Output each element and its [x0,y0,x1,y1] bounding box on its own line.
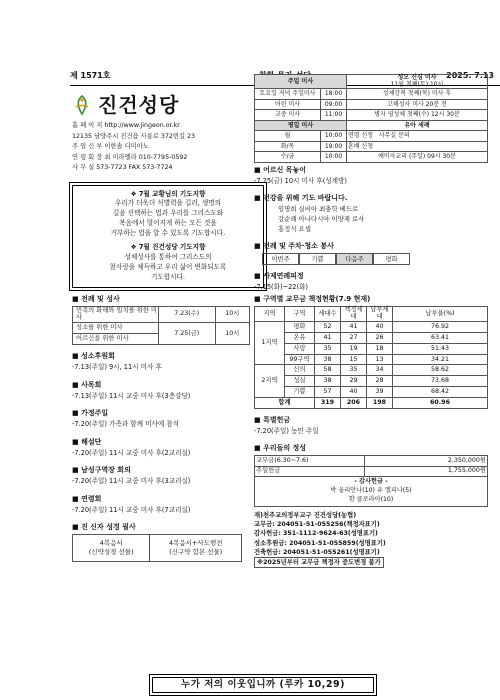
event-line: -7.20(주일) 11시 교중 미사 후(3교리실) [72,477,191,486]
table-cell: 혼배 신청 [347,141,488,152]
table-cell: 구역 [285,307,315,322]
table-row [255,354,488,365]
pope-intention-line: 우리가 더욱더 식별력을 길러, 생명의 [114,199,222,208]
parish-intention-line: 기도합시다. [151,272,185,281]
section-title: ■ 구역별 교무금 책정현황(7.9 현재) [254,295,488,306]
table-cell: 18 [367,343,393,354]
left-column [72,92,264,562]
priest-line: 주 임 신 부 이한솔 디미아노 [72,143,149,150]
table-cell: 15 [341,354,367,365]
table-row [255,152,488,163]
thanks-line: 함 클로라아(10) [348,496,394,504]
pope-intention-line: 길을 선택하는 법과 우리를 그리스도와 [112,209,224,218]
table-cell: 1지역 [255,322,285,365]
name-line: 임명희 실비아 최충학 베드로 [278,205,359,214]
event-line: -7.20(주일) 농민 주일 [254,426,319,435]
table-row [255,456,488,467]
pope-intention-title: ❖ 7월 교황님의 기도지향 [130,189,206,198]
mass-schedule-table [254,74,488,163]
table-cell: 평화 [285,322,315,333]
table-cell: 교무금(6.30~7.6) [255,456,365,467]
section-title: ■ 가정주일 [72,409,264,420]
office-line: 사 무 실 573-7723 FAX 573-7724 [72,164,173,171]
table-cell: 10:00 [321,152,347,163]
table-row [255,141,488,152]
table-cell: 납부율(%) [393,307,488,322]
table-cell: 11:00 [321,110,347,121]
table-cell: 7.23(수) [159,306,216,323]
table-cell: 어르신을 위한 미사 [73,334,159,345]
table-cell: 09:00 [321,99,347,110]
contact-line: 연 령 회 장 최 미라엘라 010-7795-0592 [72,153,188,161]
section-title: ■ 우리들의 정성 [254,444,488,455]
table-cell: 1,755,000원 [365,466,488,477]
table-cell: 19 [341,343,367,354]
table-row [255,343,488,354]
section-title: ■ 해설단 [72,438,264,449]
bank-accounts [254,511,488,568]
table-row [255,397,488,408]
cell-text: 연령 신청 [348,132,374,140]
table-cell: 99구역 [285,354,315,365]
table-cell: 319 [315,397,341,408]
table-cell: 76.92 [393,322,488,333]
homepage-line: 홈 페 이 지 http://www.jingeon.or.kr [72,122,180,129]
table-cell: 주일 미사 [255,75,347,89]
table-cell: 납부세대 [367,307,393,322]
table-cell: 10시 [215,323,250,345]
header-text: 성모 신심 미사 [397,74,437,81]
table-row [255,307,488,322]
table-cell: 19:00 [321,141,347,152]
table-cell: 주일헌금 [255,466,365,477]
table-row [73,535,242,562]
table-cell: 58 [315,365,341,376]
table-cell: 성체강복 첫째(목) 미사 후 [347,89,488,100]
table-cell: 평일 미사 [255,120,347,131]
table-cell: 40 [367,322,393,333]
table-cell: 26 [367,333,393,344]
table-cell: 어린 미사 [255,99,321,110]
table-cell: 지역 [255,307,285,322]
table-cell: 신의 [285,365,315,376]
address-line: 12135 남양주시 진건읍 사릉로 372번길 23 [72,132,196,140]
table-row [255,333,488,344]
table-row [255,110,488,121]
section-title: ■ 진 신자 성경 필사 [72,523,264,534]
table-cell: 27 [341,333,367,344]
table-row [255,466,488,477]
account-line: 재)천주교의정부교구 진건성당(농협) [254,512,357,520]
issue-number: 제 1571호 [70,71,111,80]
parish-intention-title: ❖ 7월 진건성당 기도지향 [130,242,206,251]
bible-gift: (신구약 합본 선물) [169,548,223,557]
table-cell: 교중 미사 [255,110,321,121]
table-row [255,89,488,100]
table-cell: 합계 [255,397,315,408]
table-cell [150,535,242,562]
section-title: ■ 연령회 [72,495,264,506]
section-title: ■ 사제연례피정 [254,272,488,283]
table-cell: 58.62 [393,365,488,376]
table-cell: 화/목 [255,141,321,152]
event-line: -7.15(화)~22(화) [254,282,309,291]
table-cell: 토요일 저녁 주일미사 [255,89,321,100]
table-cell: 고해성사 미사 20분 전 [347,99,488,110]
section-title: ■ 사목회 [72,381,264,392]
blessing-table [72,306,250,346]
table-row [73,323,250,334]
account-line: 교무금: 204051-51-055256(책정자표기) [254,521,380,529]
table-cell: 68.42 [393,387,488,398]
table-cell: 60.96 [393,397,488,408]
table-cell: 198 [367,397,393,408]
table-cell: 10:00 [321,131,347,142]
table-cell: 18:00 [321,89,347,100]
dues-stats-table [254,306,488,408]
section-title: ■ 특별헌금 [254,416,488,427]
thanks-line: 박 울리안나(10) 유 엘피나(5) [330,487,412,495]
prayer-intention-box [72,185,264,288]
table-cell: 39 [367,387,393,398]
table-row [255,376,488,387]
name-line: 홍정식 요셉 [278,225,311,234]
event-line: -7.20(주일) 11시 교중 미사 후(7교리실) [72,505,191,514]
table-cell: 38 [315,376,341,387]
table-cell: 40 [341,387,367,398]
thanks-title: - 감사헌금 - [354,478,388,486]
table-cell: 206 [341,397,367,408]
table-cell: 51.43 [393,343,488,354]
table-cell: 수/금 [255,152,321,163]
issue-date: 2025. 7.13 [446,71,494,80]
table-cell: 63.41 [393,333,488,344]
table-cell: 사랑 [285,343,315,354]
table-cell [347,131,488,142]
account-line: 감사헌금: 351-1112-9624-63(성명표기) [254,530,378,538]
section-title: ■ 남성구역장 회의 [72,466,264,477]
parish-name: 진건성당 [98,92,180,117]
table-cell: 10시 [215,306,250,323]
table-row [255,322,488,333]
table-cell: 2,350,000원 [365,456,488,467]
table-cell: 7.25(금) [159,323,216,345]
name-line: 강순례 아나다시아 이양재 로사 [278,215,365,224]
table-cell: 35 [315,343,341,354]
event-line: -7.13(주일) 9시, 11시 미사 후 [72,363,162,372]
table-row [255,131,488,142]
bible-gift: (신약성경 선물) [88,548,134,557]
parish-info [72,122,264,175]
account-note: ※2025년부터 교무금 책정자 중도변경 불가 [254,557,384,568]
table-cell: 73.68 [393,376,488,387]
table-cell: 예비자교리 (주일) 09시 30분 [347,152,488,163]
header-text: 11월 첫째(토) 10시 [390,80,444,88]
bible-item: 4복음서 [99,539,123,548]
table-cell: 성실 [285,376,315,387]
table-row [255,120,488,131]
table-cell: 책정세대 [341,307,367,322]
thanks-offering-box [254,477,488,507]
table-cell: 유아 세례 [347,120,488,131]
event-line: -7.20(주일) 11시 교중 미사 후(2교리실) [72,448,191,457]
offering-table [254,455,488,477]
table-cell: 34.21 [393,354,488,365]
prayer-names [254,205,488,235]
duty-chip: 기쁨 [299,253,336,265]
duty-chip: 평화 [373,253,410,265]
bible-copy-table [72,534,242,562]
weekly-verse: 누가 저의 이웃입니까 (루카 10,29) [152,677,374,693]
account-line: 성소후원금: 204051-51-055859(성명표기) [254,539,386,547]
table-cell: 52 [315,322,341,333]
table-cell: 28 [367,376,393,387]
duty-chip: 이번주 [262,253,299,265]
parish-intention-line: 성체성사를 통하여 그리스도의 [124,252,212,261]
table-cell: 41 [341,322,367,333]
table-cell: 민족의 화해와 일치를 위한 미사 [73,306,159,323]
event-line: -7.20(주일) 가족과 함께 미사에 참석 [72,420,180,429]
section-title: ■ 어르신 목놓이 [254,166,488,177]
table-cell: 성소를 위한 미사 [73,323,159,334]
table-row [255,365,488,376]
table-cell: 29 [341,376,367,387]
event-line: -7.13(주일) 11시 교중 미사 후(3층강당) [72,391,191,400]
duty-chip: 다음주 [336,253,373,265]
parish-emblem-icon [72,94,92,116]
account-line: 건축헌금: 204051-51-055261(성명표기) [254,548,380,556]
table-cell [347,75,488,89]
table-cell [73,535,150,562]
table-cell: 세대수 [315,307,341,322]
section-title: ■ 전례 및 주차·청소 봉사 [254,242,488,253]
table-cell: 월 [255,131,321,142]
table-row [73,306,250,323]
table-cell: 41 [315,333,341,344]
duty-chips [254,253,488,265]
table-cell: 13 [367,354,393,365]
event-line: -7.25(금) 10시 미사 후(성계방) [254,176,347,185]
parish-logo [72,92,264,118]
table-cell: 온유 [285,333,315,344]
table-row [255,75,488,89]
section-title: ■ 건강을 위해 기도 바랍니다. [254,194,488,205]
table-cell: 35 [341,365,367,376]
table-cell: 기쁨 [285,387,315,398]
table-cell: 병자 영성체 첫째(수) 12시 30분 [347,110,488,121]
parish-intention-line: 참사랑을 체득하고 우리 삶이 변화되도록 [109,262,227,271]
table-cell: 2지역 [255,365,285,397]
pope-intention-line: 거부하는 법을 알 수 있도록 기도합시다. [110,229,226,238]
bible-item: 4복음서+사도행전 [168,539,223,548]
table-cell: 38 [315,354,341,365]
section-title: ■ 성소후원회 [72,352,264,363]
section-title: ■ 전례 및 성사 [72,295,264,306]
office-note: 사무실 문의 [378,132,410,140]
table-cell: 34 [367,365,393,376]
table-cell: 57 [315,387,341,398]
table-row [255,387,488,398]
pope-intention-line: 복음에서 멀어지게 하는 모든 것을 [119,219,217,228]
table-row [255,99,488,110]
